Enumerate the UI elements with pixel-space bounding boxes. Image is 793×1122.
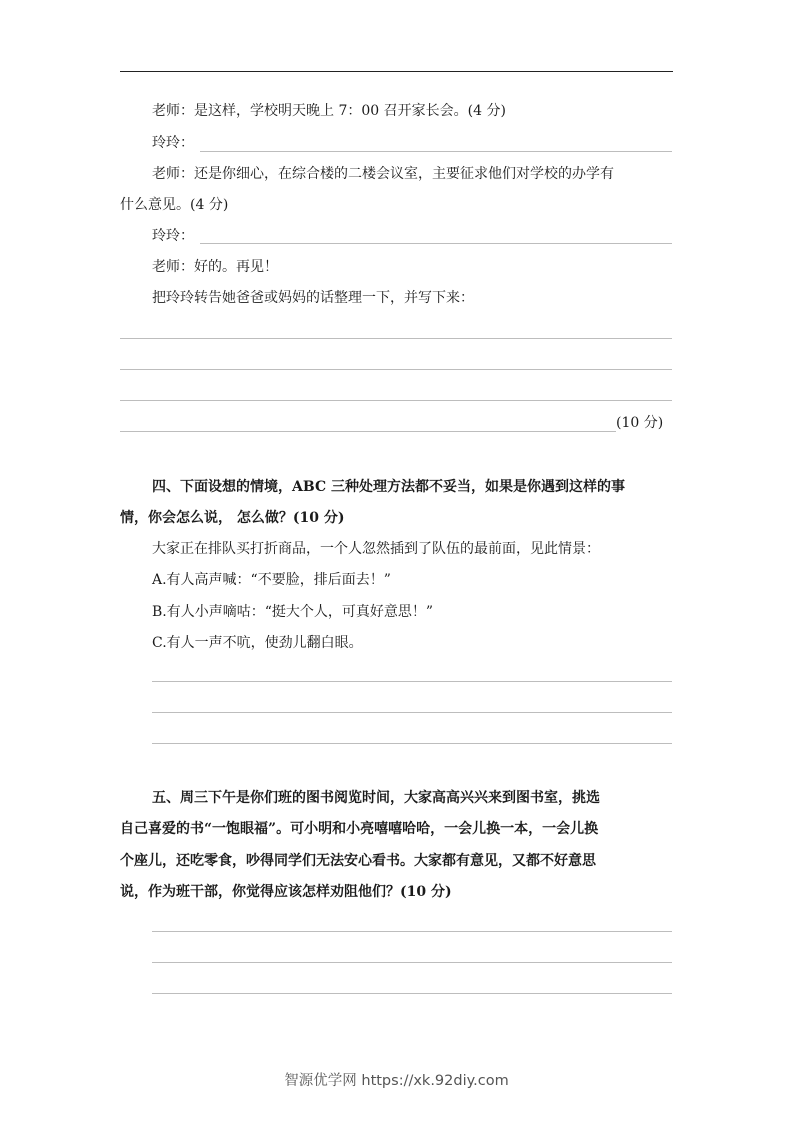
section5-line-c: 个座儿，还吃零食，吵得同学们无法安心看书。大家都有意见，又都不好意思 bbox=[120, 853, 596, 869]
footer-watermark: 智源优学网 https://xk.92diy.com bbox=[284, 1073, 509, 1089]
writing-line[interactable] bbox=[152, 712, 672, 713]
teacher-line-2a: 老师：还是你细心，在综合楼的二楼会议室，主要征求他们对学校的办学有 bbox=[152, 166, 614, 182]
section4-title-b: 情，你会怎么说， 怎么做？(10 分) bbox=[120, 510, 345, 526]
section4-option-b: B.有人小声嘀咕：“挺大个人，可真好意思！” bbox=[152, 604, 434, 620]
section5-line-b: 自己喜爱的书“一饱眼福”。可小明和小亮嘻嘻哈哈，一会儿换一本，一会儿换 bbox=[120, 821, 599, 837]
writing-line[interactable] bbox=[120, 400, 672, 401]
writing-line[interactable] bbox=[120, 338, 672, 339]
lingling-label-2: 玲玲： bbox=[152, 228, 194, 244]
instruction-text: 把玲玲转告她爸爸或妈妈的话整理一下，并写下来： bbox=[152, 290, 474, 306]
teacher-line-2b: 什么意见。(4 分) bbox=[120, 197, 229, 213]
score-text: (10 分) bbox=[616, 415, 664, 431]
teacher-line-1: 老师：是这样，学校明天晚上 7：00 召开家长会。(4 分) bbox=[152, 103, 506, 119]
answer-line-lingling-2[interactable] bbox=[200, 243, 672, 244]
writing-line[interactable] bbox=[152, 681, 672, 682]
section4-scenario: 大家正在排队买打折商品，一个人忽然插到了队伍的最前面，见此情景： bbox=[152, 541, 600, 557]
section4-option-c: C.有人一声不吭，使劲儿翻白眼。 bbox=[152, 635, 363, 651]
writing-line[interactable] bbox=[120, 369, 672, 370]
section4-title-a: 四、下面设想的情境，ABC 三种处理方法都不妥当，如果是你遇到这样的事 bbox=[152, 479, 625, 495]
writing-line[interactable] bbox=[152, 931, 672, 932]
writing-line[interactable] bbox=[120, 431, 616, 432]
writing-line[interactable] bbox=[152, 743, 672, 744]
writing-line[interactable] bbox=[152, 962, 672, 963]
writing-line[interactable] bbox=[152, 993, 672, 994]
answer-line-lingling-1[interactable] bbox=[200, 151, 672, 152]
section4-option-a: A.有人高声喊：“不要脸，排后面去！” bbox=[152, 572, 391, 588]
section5-line-d: 说，作为班干部，你觉得应该怎样劝阻他们？(10 分) bbox=[120, 884, 452, 900]
header-rule bbox=[120, 71, 673, 72]
section5-line-a: 五、周三下午是你们班的图书阅览时间，大家高高兴兴来到图书室，挑选 bbox=[152, 790, 600, 806]
teacher-line-3: 老师：好的。再见！ bbox=[152, 259, 278, 275]
lingling-label-1: 玲玲： bbox=[152, 135, 194, 151]
